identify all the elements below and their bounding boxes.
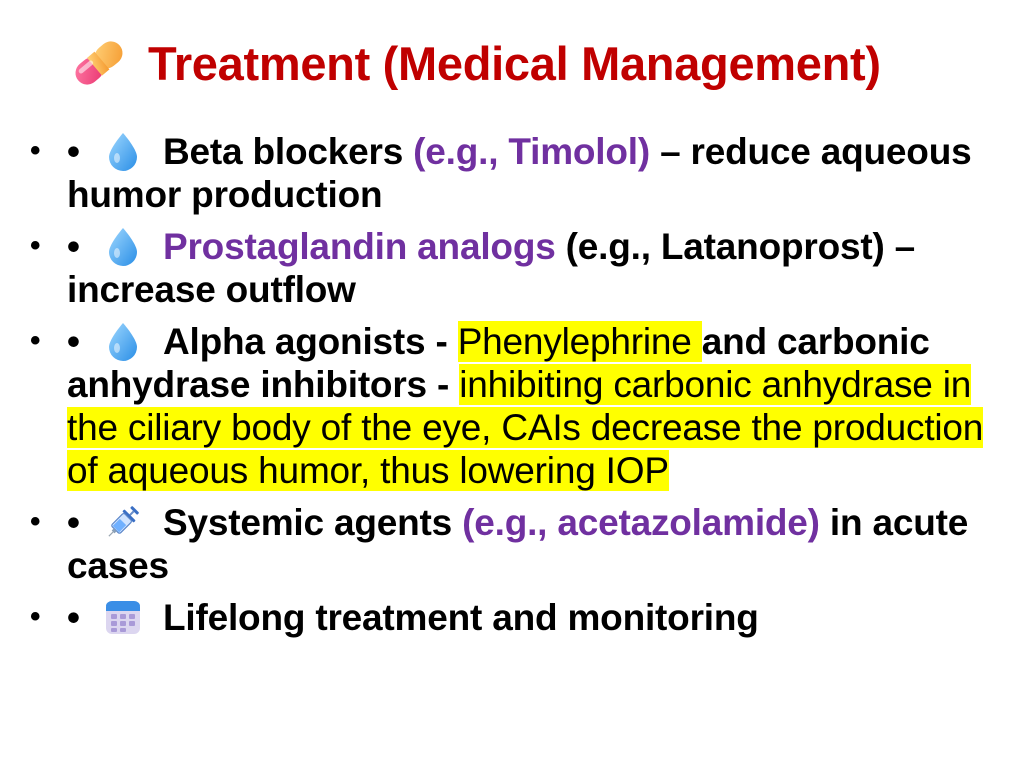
highlight: Phenylephrine — [457, 321, 702, 362]
list-item: • • Lifelong treatment and monitoring — [30, 597, 759, 638]
water-drop-icon — [103, 131, 143, 171]
highlight: inhibiting carbonic anhydrase in the ciliary body of the eye, CAIs decrease the production of aqueous humor, thus lowering IOP — [67, 364, 984, 491]
list-item: • • Prostaglandin analogs (e.g., Latanoprost) – increase outflow — [30, 226, 916, 310]
inline-dot: • — [67, 321, 80, 362]
treatment-list — [0, 130, 1024, 648]
bullet: • — [30, 229, 41, 262]
page-title: Treatment (Medical Management) — [148, 36, 881, 90]
list-item: • • Alpha agonists - Phenylephrine and carbonic anhydrase inhibitors - inhibiting carbonic anhydrase in the ciliary body of the eye, CAIs decrease the production of aqueous humor, thus lowering IOP — [30, 321, 984, 491]
bullet: • — [30, 324, 41, 357]
list-item: • • Systemic agents (e.g., acetazolamide) in acute cases — [30, 502, 969, 586]
water-drop-icon — [103, 321, 143, 361]
water-drop-icon — [103, 226, 143, 266]
inline-dot: • — [67, 597, 80, 638]
list-item: • • Beta blockers (e.g., Timolol) – reduce aqueous humor production — [30, 131, 972, 215]
bullet: • — [30, 134, 41, 167]
bullet: • — [30, 600, 41, 633]
bullet: • — [30, 505, 41, 538]
syringe-icon — [103, 502, 143, 542]
calendar-icon — [103, 597, 143, 637]
inline-dot: • — [67, 131, 80, 172]
inline-dot: • — [67, 502, 80, 543]
slide-title — [68, 28, 881, 98]
pill-icon — [68, 32, 130, 94]
inline-dot: • — [67, 226, 80, 267]
